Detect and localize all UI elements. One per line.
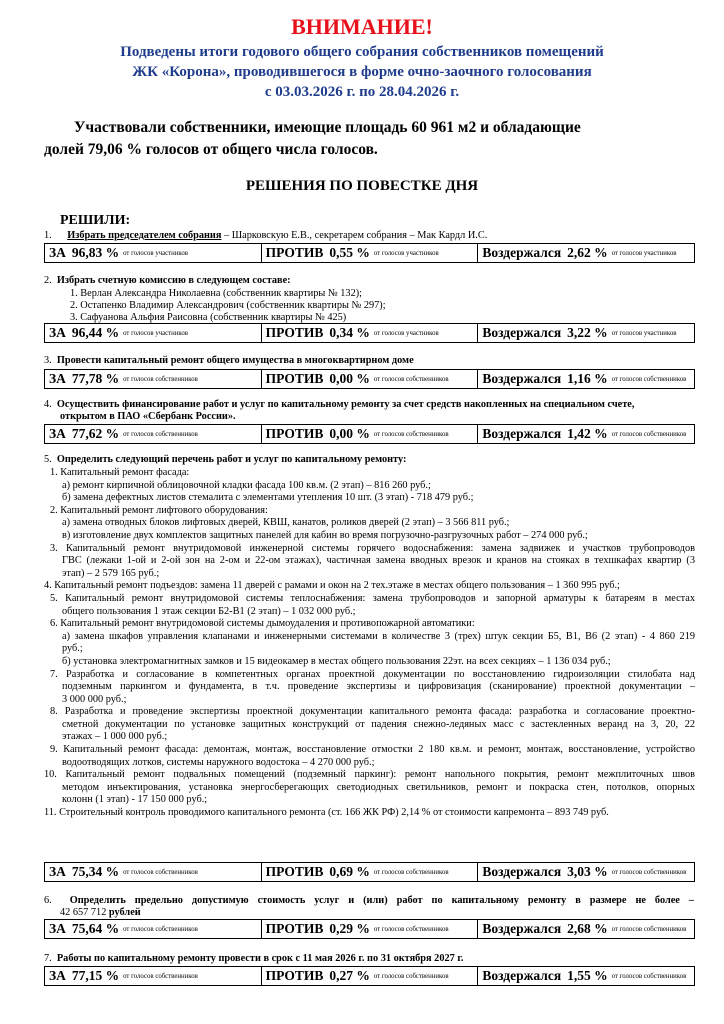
works-line: 5. Капитальный ремонт внутридомовой системы теплоснабжения: замена трубопроводов и запорной арматуры к батареям в местах: [50, 592, 695, 604]
vote-for: ЗА 75,64 % от голосов собственников: [49, 921, 198, 936]
vote-for: ЗА 96,44 % от голосов участников: [49, 325, 188, 340]
agenda-item-6: [44, 895, 694, 908]
commission-member: 1. Верлан Александра Николаевна (собственник квартиры № 132);: [70, 288, 363, 299]
works-line: б) замена дефектных листов стемалита с элементами утепления 10 шт. (3 этап) - 718 479 руб.;: [62, 492, 474, 504]
works-line: 4. Капитальный ремонт подъездов: замена 11 дверей с рамами и окон на 2 тех.этаже в местах общего пользования – 1 360 995 руб.;: [44, 580, 620, 592]
vote-against: ПРОТИВ 0,00 % от голосов собственников: [261, 425, 478, 443]
vote-against: ПРОТИВ 0,34 % от голосов участников: [261, 324, 478, 342]
item-text: – Шарковскую Е.В., секретарем собрания – Мак Кардл И.С.: [221, 230, 488, 241]
vote-row-2: [44, 323, 695, 343]
item-number: 5.: [44, 454, 52, 465]
vote-row-4: [44, 424, 695, 444]
price-amount: 42 657 712: [60, 907, 107, 918]
participation-summary: [44, 117, 684, 161]
item-number: 3.: [44, 355, 52, 366]
agenda-item-2: [44, 275, 694, 288]
vote-abstain: Воздержался 1,55 % от голосов собственников: [477, 967, 694, 985]
summary-line-1: Участвовали собственники, имеющие площадь 60 961 м2 и обладающие: [74, 119, 581, 136]
vote-row-7: [44, 966, 695, 986]
item-title: Осуществить финансирование работ и услуг по капитальному ремонту за счет средств накопленных на специальном счете,: [56, 399, 635, 410]
item-number: 2.: [44, 275, 52, 286]
works-line: руб.;: [62, 643, 83, 655]
works-line: 8. Разработка и проведение экспертизы проектной документации капитального ремонта фасада: разработка и согласование проектно-: [50, 706, 695, 718]
price-currency: рублей: [108, 907, 141, 918]
header-line-1: Подведены итоги годового общего собрания собственников помещений: [120, 44, 604, 60]
vote-for: ЗА 96,83 % от голосов участников: [49, 245, 188, 260]
item-title: Провести капитальный ремонт общего имущества в многоквартирном доме: [56, 355, 414, 366]
vote-abstain: Воздержался 3,22 % от голосов участников: [477, 324, 694, 342]
vote-for: ЗА 77,78 % от голосов собственников: [49, 371, 198, 386]
works-line: этап) – 2 579 165 руб.;: [62, 567, 160, 579]
commission-member: 2. Остапенко Владимир Александрович (собственник квартиры № 297);: [70, 300, 386, 311]
works-line: методом инъектирования, установка энергосберегающих светодиодных светильников, ремонт и покраска стен, потолков, опорных: [62, 781, 695, 793]
decisions-title: РЕШЕНИЯ ПО ПОВЕСТКЕ ДНЯ: [245, 178, 479, 194]
works-line: а) ремонт кирпичной облицовочной кладки фасада 100 кв.м. (2 этап) – 816 260 руб.;: [62, 479, 431, 491]
header-line-3: с 03.03.2026 г. по 28.04.2026 г.: [264, 84, 460, 100]
works-line: а) замена отводных блоков лифтовых дверей, КВШ, канатов, роликов дверей (2 этап) – 3 566 811 руб.;: [62, 517, 510, 529]
price-limit: [60, 907, 141, 920]
works-line: 7. Разработка и согласование в компетентных органах проектной документации по восстановлению гидроизоляции стилобата над: [50, 668, 695, 680]
vote-row-5: [44, 862, 695, 882]
header-line-2: ЖК «Корона», проводившегося в форме очно-заочного голосования: [132, 64, 592, 80]
agenda-item-3: [44, 355, 694, 368]
works-line: в) изготовление двух комплектов защитных панелей для кабин во время погрузочно-разгрузочных работ – 274 000 руб.;: [62, 529, 588, 541]
works-line: 3 000 000 руб.;: [62, 693, 127, 705]
works-line: общего пользования 1 этаж секции Б2-В1 (2 этап) – 1 032 000 руб.;: [62, 605, 356, 617]
works-line: б) установка электромагнитных замков и 15 видеокамер в местах общего пользования 22эт. на всех секциях – 1 136 034 руб.;: [62, 655, 611, 667]
works-line: 10. Капитальный ремонт подвальных помещений (подземный паркинг): ремонт напольного покрытия, ремонт межплиточных швов: [44, 769, 695, 781]
attention-heading: ВНИМАНИЕ!: [291, 14, 433, 39]
item-number: 6.: [44, 895, 52, 906]
item-title: Избрать счетную комиссию в следующем составе:: [56, 275, 291, 286]
vote-abstain: Воздержался 1,16 % от голосов собственников: [477, 370, 694, 388]
vote-for: ЗА 77,15 % от голосов собственников: [49, 968, 198, 983]
item-title: Определить следующий перечень работ и услуг по капитальному ремонту:: [56, 454, 407, 465]
agenda-item-7: [44, 953, 694, 966]
vote-abstain: Воздержался 2,68 % от голосов собственников: [477, 920, 694, 938]
item-title: Избрать председателем собрания: [67, 230, 222, 241]
agenda-item-1: [44, 230, 694, 243]
works-line: 1. Капитальный ремонт фасада:: [50, 467, 190, 478]
works-line: 6. Капитальный ремонт внутридомовой системы дымоудаления и противопожарной автоматики:: [50, 618, 475, 630]
item-title: Определить предельно допустимую стоимость услуг и (или) работ по капитальному ремонту в размере не более –: [69, 895, 694, 906]
item-number: 1.: [44, 230, 52, 241]
vote-against: ПРОТИВ 0,27 % от голосов собственников: [261, 967, 478, 985]
item-number: 4.: [44, 399, 52, 410]
vote-against: ПРОТИВ 0,69 % от голосов собственников: [261, 863, 478, 881]
works-line: 9. Капитальный ремонт фасада: демонтаж, монтаж, восстановление отмостки 2 180 кв.м. и ремонт, монтаж, восстановление, устройство: [50, 744, 695, 756]
works-line: колонн (1 этап) - 17 150 000 руб.;: [62, 794, 208, 806]
works-list: [44, 467, 695, 820]
item-number: 7.: [44, 953, 52, 964]
item-title-cont: открытом в ПАО «Сбербанк России».: [60, 411, 236, 422]
vote-against: ПРОТИВ 0,55 % от голосов участников: [261, 244, 478, 262]
vote-against: ПРОТИВ 0,29 % от голосов собственников: [261, 920, 478, 938]
vote-for: ЗА 77,62 % от голосов собственников: [49, 426, 198, 441]
vote-abstain: Воздержался 2,62 % от голосов участников: [477, 244, 694, 262]
works-line: 11. Строительный контроль проводимого капитального ремонта (ст. 166 ЖК РФ) 2,14 % от стоимости капремонта – 893 749 руб.: [44, 807, 609, 819]
resolved-heading: РЕШИЛИ:: [60, 213, 131, 228]
works-line: этажах – 1 000 000 руб.;: [62, 731, 168, 743]
summary-line-2: долей 79,06 % голосов от общего числа голосов.: [44, 141, 378, 158]
item-title: Работы по капитальному ремонту провести в срок с 11 мая 2026 г. по 31 октября 2027 г.: [56, 953, 464, 964]
vote-abstain: Воздержался 3,03 % от голосов собственников: [477, 863, 694, 881]
works-line: водоотводящих лотков, системы наружного водостока – 4 270 000 руб.;: [62, 756, 375, 768]
vote-row-6: [44, 919, 695, 939]
vote-abstain: Воздержался 1,42 % от голосов собственников: [477, 425, 694, 443]
works-line: подземным паркингом и фундамента, в т.ч. проведение экспертизы и цифровизация (сканирование) проектной документации –: [62, 681, 695, 693]
agenda-item-5: [44, 454, 694, 467]
works-line: ГВС (лежаки 1-ой и 2-ой зон на 2-ом и 22-ом этажах), частичная замена вводных врезок и кранов на стояках в техшкафах квартир (3: [62, 555, 695, 567]
works-line: 2. Капитальный ремонт лифтового оборудования:: [50, 504, 268, 516]
vote-against: ПРОТИВ 0,00 % от голосов собственников: [261, 370, 478, 388]
vote-for: ЗА 75,34 % от голосов собственников: [49, 864, 198, 879]
commission-member: 3. Сафуанова Альфия Раисовна (собственник квартиры № 425): [70, 312, 347, 323]
works-line: а) замена шкафов управления клапанами и инженерными системами в количестве 3 (трех) штук секции Б5, В1, В6 (2 этап) - 4 860 219: [62, 630, 695, 642]
works-line: сметной документации по установке защитных конструкций от падения снежно-ледяных масс с застекленных веранд на 3, 20, 22: [62, 718, 695, 730]
agenda-item-4: [44, 399, 694, 412]
works-line: 3. Капитальный ремонт внутридомовой инженерной системы горячего водоснабжения: замена задвижек и участков трубопроводов: [50, 542, 695, 554]
vote-row-1: [44, 243, 695, 263]
vote-row-3: [44, 369, 695, 389]
